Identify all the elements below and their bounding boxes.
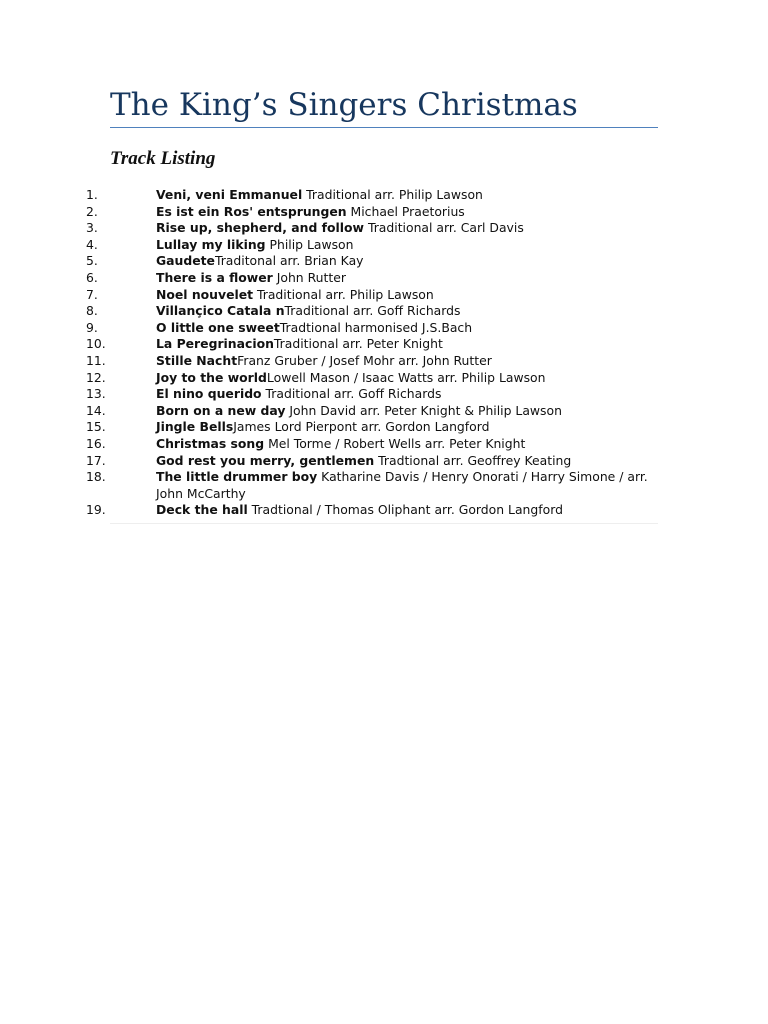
track-title: La Peregrinacion: [156, 336, 274, 352]
track-credit: John Rutter: [272, 269, 346, 285]
track-title: Christmas song: [156, 435, 265, 451]
track-credit: Philip Lawson: [265, 236, 354, 252]
track-item: [0, 220, 768, 237]
list-end-divider: [110, 523, 658, 524]
document-title: The King’s Singers Christmas: [110, 87, 578, 123]
track-number: 2.: [86, 203, 98, 219]
track-credit: Michael Praetorius: [346, 203, 465, 219]
track-number: 1.: [86, 187, 98, 202]
track-credit: James Lord Pierpont arr. Gordon Langford: [233, 419, 490, 435]
track-number: 12.: [86, 369, 106, 385]
track-credit: Tradtional harmonised J.S.Bach: [279, 319, 473, 335]
track-title: Veni, veni Emmanuel: [156, 187, 303, 202]
track-title: Deck the hall: [156, 502, 248, 518]
track-item: [0, 204, 768, 221]
track-item: [0, 436, 768, 453]
track-credit: Traditional arr. Carl Davis: [364, 220, 524, 236]
track-item: [0, 303, 768, 320]
track-credit: Traditional arr. Philip Lawson: [302, 187, 483, 202]
track-credit: Traditonal arr. Brian Kay: [214, 253, 364, 269]
track-credit: Franz Gruber / Josef Mohr arr. John Rutter: [237, 352, 492, 368]
track-number: 9.: [86, 319, 98, 335]
track-number: 5.: [86, 253, 98, 269]
track-credit: Tradtional / Thomas Oliphant arr. Gordon Langford: [247, 502, 563, 518]
track-number: 17.: [86, 452, 106, 468]
track-number: 14.: [86, 402, 106, 418]
track-number: 19.: [86, 502, 106, 518]
track-number: 18.: [86, 469, 106, 485]
track-title: There is a flower: [156, 269, 273, 285]
track-item: [0, 469, 768, 502]
track-title: Stille Nacht: [156, 352, 238, 368]
track-item: [0, 453, 768, 470]
track-item: [0, 253, 768, 270]
track-title: Joy to the world: [156, 369, 267, 385]
track-title: Jingle Bells: [156, 419, 234, 435]
track-item: [0, 403, 768, 420]
track-item: [0, 502, 768, 519]
track-title: God rest you merry, gentlemen: [156, 452, 375, 468]
track-item: [0, 386, 768, 403]
track-title: Gaudete: [156, 253, 215, 269]
track-number: 16.: [86, 435, 106, 451]
track-item: [0, 270, 768, 287]
track-number: 15.: [86, 419, 106, 435]
section-heading: Track Listing: [110, 148, 216, 169]
track-number: 11.: [86, 352, 106, 368]
track-number: 8.: [86, 303, 98, 319]
track-credit: Katharine Davis / Henry Onorati / Harry Simone / arr. John McCarthy: [156, 469, 648, 501]
track-number: 6.: [86, 269, 98, 285]
track-number: 4.: [86, 236, 98, 252]
track-credit: Traditional arr. Peter Knight: [273, 336, 443, 352]
track-title: The little drummer boy: [156, 469, 318, 485]
track-number: 10.: [86, 336, 106, 352]
track-title: El nino querido: [156, 386, 262, 402]
track-number: 3.: [86, 220, 98, 236]
track-credit: Mel Torme / Robert Wells arr. Peter Knight: [264, 435, 526, 451]
track-credit: John David arr. Peter Knight & Philip Lawson: [285, 402, 562, 418]
track-credit: Traditional arr. Goff Richards: [284, 303, 461, 319]
track-title: O little one sweet: [156, 319, 280, 335]
track-item: [0, 320, 768, 337]
track-title: Es ist ein Ros' entsprungen: [156, 203, 347, 219]
track-title: Lullay my liking: [156, 236, 266, 252]
track-item: [0, 336, 768, 353]
track-credit: Tradtional arr. Geoffrey Keating: [374, 452, 572, 468]
title-underline: [110, 127, 658, 128]
track-title: Born on a new day: [156, 402, 286, 418]
track-credit: Lowell Mason / Isaac Watts arr. Philip Lawson: [266, 369, 546, 385]
track-title: Villançico Catala n: [156, 303, 285, 319]
track-list: [0, 187, 768, 519]
track-item: [0, 419, 768, 436]
track-item: [0, 237, 768, 254]
track-item: [0, 370, 768, 387]
track-number: 7.: [86, 286, 98, 302]
track-title: Noel nouvelet: [156, 286, 254, 302]
track-item: [0, 353, 768, 370]
track-credit: Traditional arr. Philip Lawson: [253, 286, 434, 302]
track-credit: Traditional arr. Goff Richards: [261, 386, 442, 402]
track-number: 13.: [86, 386, 106, 402]
track-title: Rise up, shepherd, and follow: [156, 220, 365, 236]
track-item: [0, 187, 768, 204]
track-item: [0, 287, 768, 304]
